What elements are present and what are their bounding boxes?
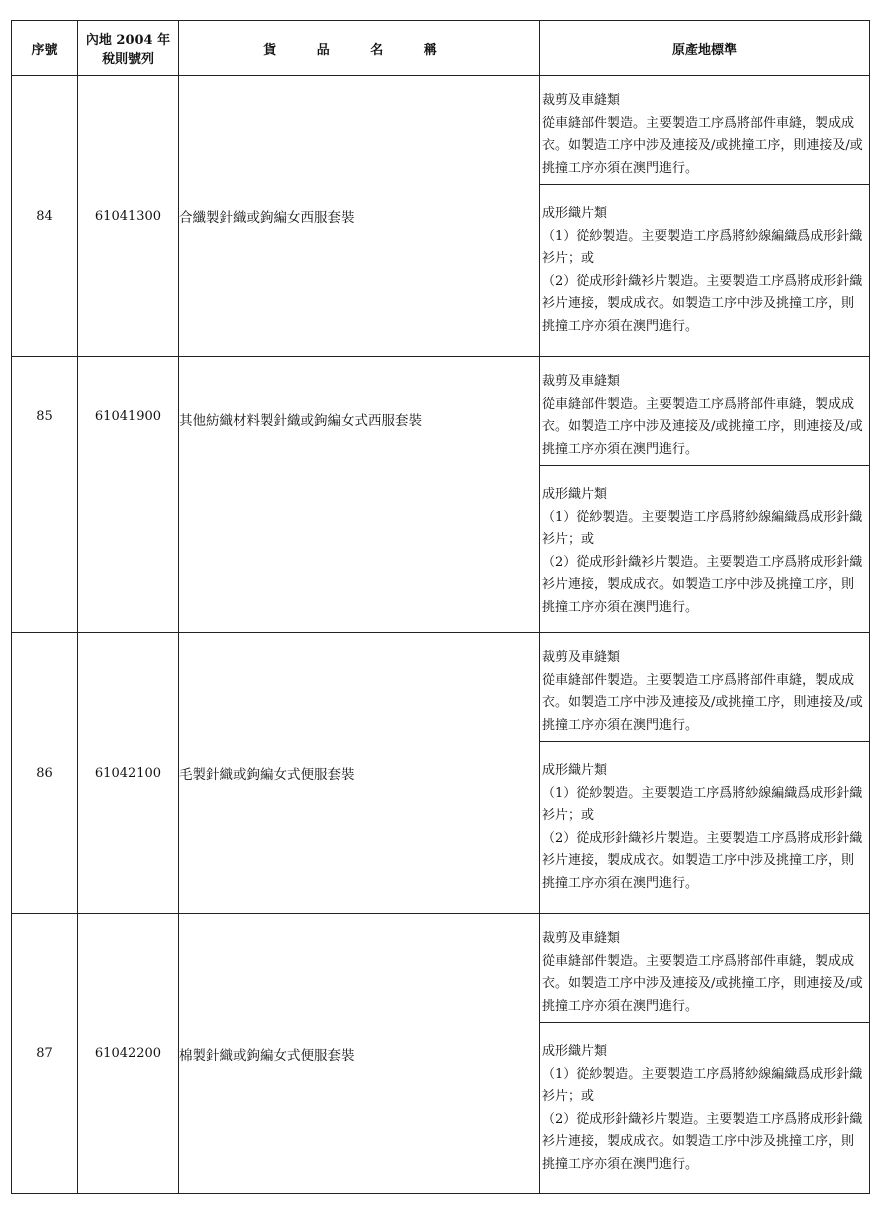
standard-cut-sew <box>540 76 869 185</box>
standard-title: 成形織片類 <box>542 1044 608 1059</box>
standard-knit-panel <box>540 466 869 619</box>
standard-cut-sew <box>540 633 869 742</box>
standard-text: 從車縫部件製造。主要製造工序爲將部件車縫，製成成衣。如製造工序中涉及連接及/或挑撞工序，則連接及/或挑撞工序亦須在澳門進行。 <box>542 396 863 457</box>
standard-knit-panel <box>540 185 869 338</box>
standard-option-2: （2）從成形針織衫片製造。主要製造工序爲將成形針織衫片連接，製成成衣。如製造工序中涉及挑撞工序，則挑撞工序亦須在澳門進行。 <box>542 273 863 334</box>
standard-title: 裁剪及車縫類 <box>542 93 621 108</box>
header-goods: 貨 品 名 稱 <box>179 21 540 76</box>
standard-option-2: （2）從成形針織衫片製造。主要製造工序爲將成形針織衫片連接，製成成衣。如製造工序中涉及挑撞工序，則挑撞工序亦須在澳門進行。 <box>542 830 863 891</box>
row-tariff-code: 61042200 <box>78 914 179 1194</box>
row-seq: 87 <box>12 914 78 1194</box>
standard-option-2: （2）從成形針織衫片製造。主要製造工序爲將成形針織衫片連接，製成成衣。如製造工序中涉及挑撞工序，則挑撞工序亦須在澳門進行。 <box>542 554 863 615</box>
header-row <box>12 21 870 76</box>
standard-cut-sew <box>540 914 869 1023</box>
table-row <box>12 357 870 633</box>
standard-title: 裁剪及車縫類 <box>542 374 621 389</box>
row-goods-name: 毛製針織或鉤編女式便服套裝 <box>179 633 540 914</box>
header-tariff <box>78 21 179 76</box>
table-row <box>12 76 870 357</box>
origin-rules-table <box>11 20 870 1194</box>
standard-title: 成形織片類 <box>542 763 608 778</box>
row-tariff-code: 61042100 <box>78 633 179 914</box>
row-seq: 84 <box>12 76 78 357</box>
row-origin-standard <box>540 914 870 1194</box>
standard-title: 裁剪及車縫類 <box>542 931 621 946</box>
row-goods-name: 棉製針織或鉤編女式便服套裝 <box>179 914 540 1194</box>
header-tariff-line2: 稅則號列 <box>101 52 154 67</box>
row-goods-name: 其他紡織材料製針織或鉤編女式西服套裝 <box>179 357 540 633</box>
row-origin-standard <box>540 633 870 914</box>
standard-option-1: （1）從紗製造。主要製造工序爲將紗線編織爲成形針織衫片；或 <box>542 1066 863 1104</box>
header-seq: 序號 <box>12 21 78 76</box>
row-origin-standard <box>540 357 870 633</box>
standard-cut-sew <box>540 357 869 466</box>
header-origin: 原產地標準 <box>540 21 870 76</box>
standard-text: 從車縫部件製造。主要製造工序爲將部件車縫，製成成衣。如製造工序中涉及連接及/或挑撞工序，則連接及/或挑撞工序亦須在澳門進行。 <box>542 115 863 176</box>
standard-text: 從車縫部件製造。主要製造工序爲將部件車縫，製成成衣。如製造工序中涉及連接及/或挑撞工序，則連接及/或挑撞工序亦須在澳門進行。 <box>542 672 863 733</box>
standard-option-1: （1）從紗製造。主要製造工序爲將紗線編織爲成形針織衫片；或 <box>542 228 863 266</box>
standard-option-1: （1）從紗製造。主要製造工序爲將紗線編織爲成形針織衫片；或 <box>542 785 863 823</box>
row-seq: 86 <box>12 633 78 914</box>
standard-title: 成形織片類 <box>542 487 608 502</box>
row-origin-standard <box>540 76 870 357</box>
table-row <box>12 914 870 1194</box>
standard-option-2: （2）從成形針織衫片製造。主要製造工序爲將成形針織衫片連接，製成成衣。如製造工序中涉及挑撞工序，則挑撞工序亦須在澳門進行。 <box>542 1111 863 1172</box>
row-seq: 85 <box>12 357 78 633</box>
standard-text: 從車縫部件製造。主要製造工序爲將部件車縫，製成成衣。如製造工序中涉及連接及/或挑撞工序，則連接及/或挑撞工序亦須在澳門進行。 <box>542 953 863 1014</box>
standard-title: 裁剪及車縫類 <box>542 650 621 665</box>
row-goods-name: 合纖製針織或鉤編女西服套裝 <box>179 76 540 357</box>
table-row <box>12 633 870 914</box>
row-tariff-code: 61041300 <box>78 76 179 357</box>
standard-knit-panel <box>540 1023 869 1176</box>
header-tariff-line1: 內地 2004 年 <box>85 33 171 48</box>
row-tariff-code: 61041900 <box>78 357 179 633</box>
standard-option-1: （1）從紗製造。主要製造工序爲將紗線編織爲成形針織衫片；或 <box>542 509 863 547</box>
standard-knit-panel <box>540 742 869 895</box>
standard-title: 成形織片類 <box>542 206 608 221</box>
document-page <box>11 20 869 1192</box>
